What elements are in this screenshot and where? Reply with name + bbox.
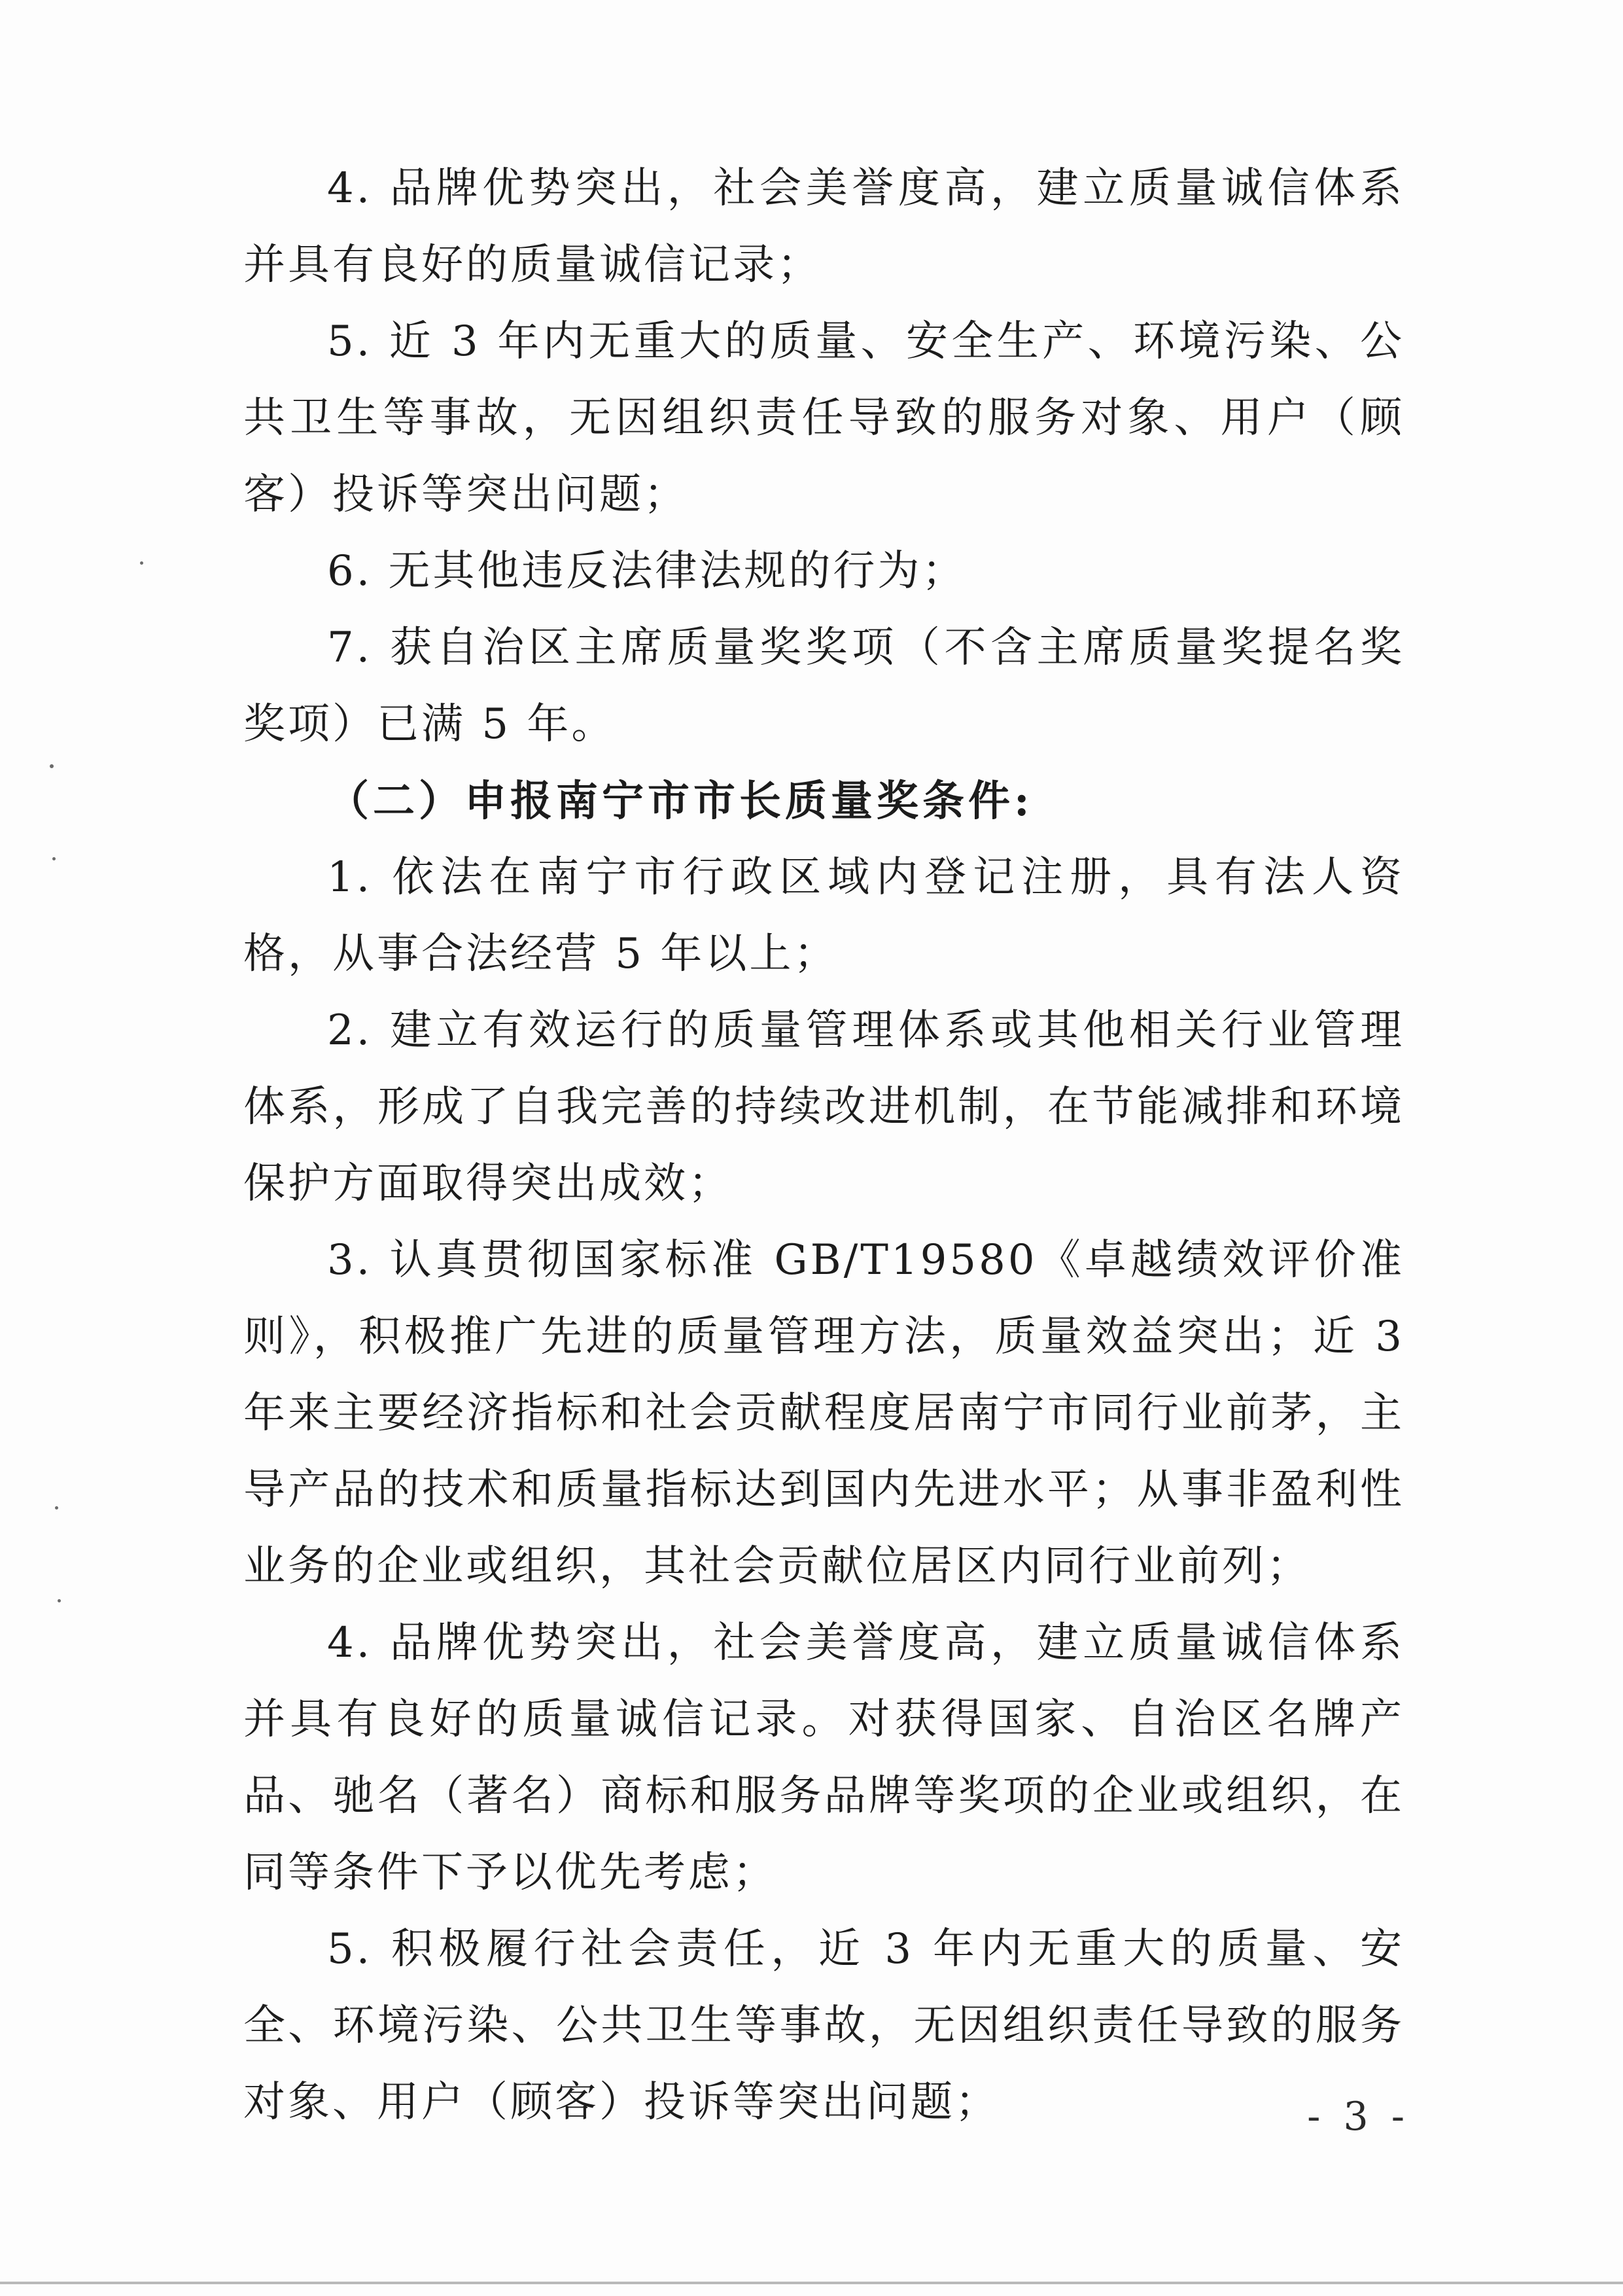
document-body <box>243 150 1405 2141</box>
page-number: - 3 - <box>1307 2094 1410 2140</box>
scan-speck <box>58 1599 61 1602</box>
paragraph-brand-advantage: 4. 品牌优势突出，社会美誉度高，建立质量诚信体系并具有良好的质量诚信记录； <box>243 164 1405 289</box>
scan-speck <box>140 561 143 565</box>
scan-speck <box>55 1506 58 1510</box>
page-bottom-edge <box>0 2282 1623 2284</box>
paragraph-no-violations: 6. 无其他违反法律法规的行为； <box>327 547 967 595</box>
paragraph-no-accidents: 5. 近 3 年内无重大的质量、安全生产、环境污染、公共卫生等事故，无因组织责任导致的服务对象、用户（顾客）投诉等突出问题； <box>243 317 1405 519</box>
paragraph-legal-registration: 1. 依法在南宁市行政区域内登记注册，具有法人资格，从事合法经营 5 年以上； <box>243 853 1405 978</box>
section-heading-mayor-award: （二）申报南宁市市长质量奖条件: <box>327 777 1034 826</box>
paragraph-social-responsibility: 5. 积极履行社会责任，近 3 年内无重大的质量、安全、环境污染、公共卫生等事故，无因组织责任导致的服务对象、用户（顾客）投诉等突出问题； <box>243 1925 1405 2127</box>
paragraph-national-standard: 3. 认真贯彻国家标准 GB/T19580《卓越绩效评价准则》，积极推广先进的质量管理方法，质量效益突出；近 3 年来主要经济指标和社会贡献程度居南宁市同行业前茅，主导产品的技术和质量指标达到国内先进水平；从事非盈利性业务的企业或组织，其社会贡献位居区内同行业前列； <box>243 1236 1405 1591</box>
scan-speck <box>50 764 54 768</box>
scan-speck <box>52 857 56 860</box>
paragraph-award-five-years: 7. 获自治区主席质量奖奖项（不含主席质量奖提名奖奖项）已满 5 年。 <box>243 624 1405 749</box>
paragraph-brand-priority: 4. 品牌优势突出，社会美誉度高，建立质量诚信体系并具有良好的质量诚信记录。对获得国家、自治区名牌产品、驰名（著名）商标和服务品牌等奖项的企业或组织，在同等条件下予以优先考虑； <box>243 1619 1405 1897</box>
paragraph-management-system: 2. 建立有效运行的质量管理体系或其他相关行业管理体系，形成了自我完善的持续改进机制，在节能减排和环境保护方面取得突出成效； <box>243 1006 1405 1208</box>
